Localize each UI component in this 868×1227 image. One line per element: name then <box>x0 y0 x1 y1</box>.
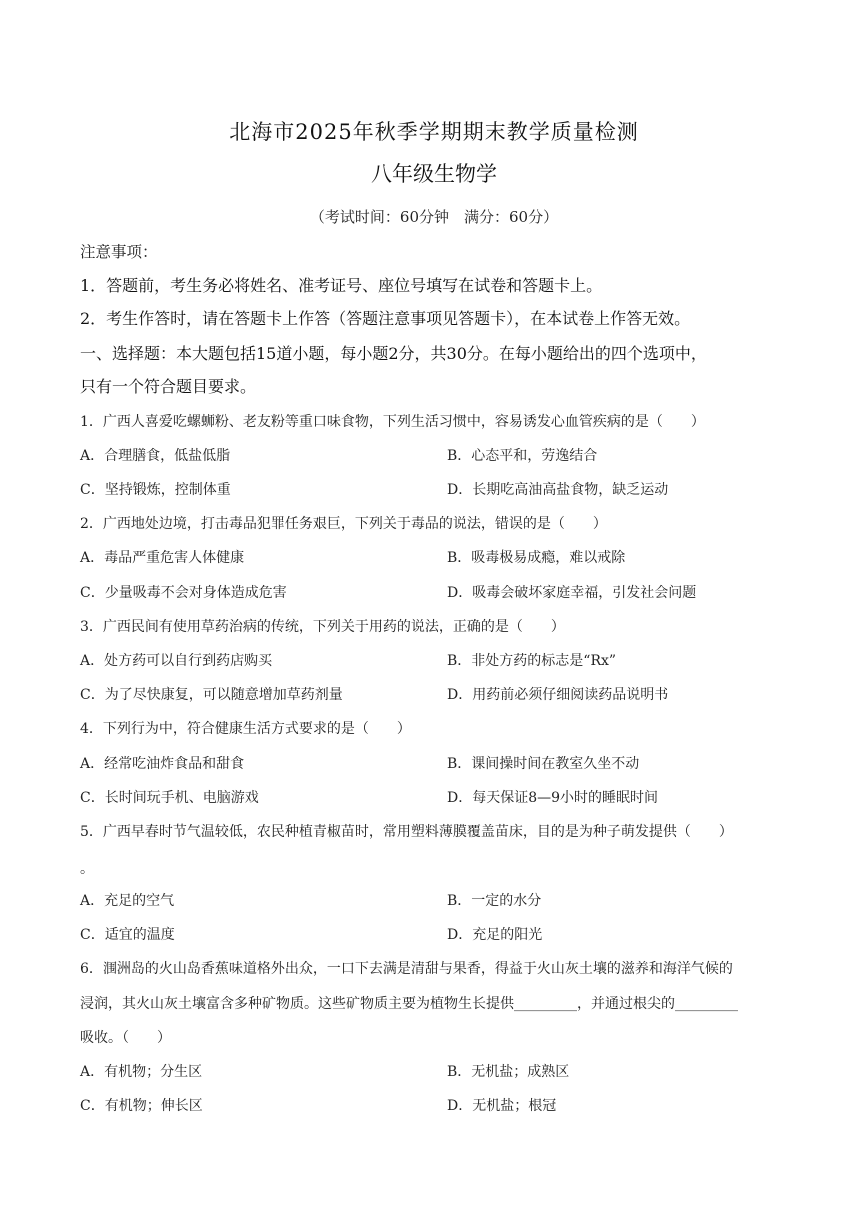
option-d[interactable]: D．每天保证8—9小时的睡眠时间 <box>447 790 659 806</box>
option-b[interactable]: B．课间操时间在教室久坐不动 <box>447 756 640 772</box>
notice-item: 2．考生作答时，请在答题卡上作答（答题注意事项见答题卡），在本试卷上作答无效。 <box>80 309 691 328</box>
question-stem: 2．广西地处边境，打击毒品犯罪任务艰巨，下列关于毒品的说法，错误的是（ ） <box>80 516 607 532</box>
option-a[interactable]: A．合理膳食，低盐低脂 <box>80 448 231 464</box>
option-b[interactable]: B．心态平和，劳逸结合 <box>447 448 598 464</box>
option-a[interactable]: A．经常吃油炸食品和甜食 <box>80 756 245 772</box>
question-stem: 6．涠洲岛的火山岛香蕉味道格外出众，一口下去满是清甜与果香，得益于火山灰土壤的滋养和海洋气候的 <box>80 961 733 977</box>
option-c[interactable]: C．坚持锻炼，控制体重 <box>80 482 231 498</box>
option-a[interactable]: A．充足的空气 <box>80 893 175 909</box>
option-a[interactable]: A．有机物；分生区 <box>80 1064 203 1080</box>
exam-title: 北海市2025年秋季学期期末教学质量检测 <box>229 120 639 144</box>
option-b[interactable]: B．一定的水分 <box>447 893 542 909</box>
option-b[interactable]: B．非处方药的标志是“Rx” <box>447 653 617 669</box>
exam-info: （考试时间：60分钟 满分：60分） <box>309 208 559 226</box>
option-d[interactable]: D．长期吃高油高盐食物，缺乏运动 <box>447 482 669 498</box>
notice-heading: 注意事项： <box>80 243 158 261</box>
question-stem: 3．广西民间有使用草药治病的传统，下列关于用药的说法，正确的是（ ） <box>80 619 565 635</box>
option-b[interactable]: B．吸毒极易成瘾，难以戒除 <box>447 550 626 566</box>
option-d[interactable]: D．充足的阳光 <box>447 927 543 943</box>
option-a[interactable]: A．毒品严重危害人体健康 <box>80 550 245 566</box>
option-c[interactable]: C．有机物；伸长区 <box>80 1098 203 1114</box>
section-instructions: 只有一个符合题目要求。 <box>80 377 257 396</box>
option-d[interactable]: D．用药前必须仔细阅读药品说明书 <box>447 687 669 703</box>
section-instructions: 一、选择题：本大题包括15道小题，每小题2分，共30分。在每小题给出的四个选项中， <box>80 344 707 363</box>
question-stem: 4．下列行为中，符合健康生活方式要求的是（ ） <box>80 721 411 737</box>
option-c[interactable]: C．为了尽快康复，可以随意增加草药剂量 <box>80 687 343 703</box>
notice-item: 1．答题前，考生务必将姓名、准考证号、座位号填写在试卷和答题卡上。 <box>80 276 603 295</box>
option-a[interactable]: A．处方药可以自行到药店购买 <box>80 653 273 669</box>
option-c[interactable]: C．长时间玩手机、电脑游戏 <box>80 790 259 806</box>
exam-subtitle: 八年级生物学 <box>371 162 497 186</box>
option-d[interactable]: D．无机盐；根冠 <box>447 1098 557 1114</box>
question-stem-continuation: 。 <box>80 861 94 877</box>
option-c[interactable]: C．适宜的温度 <box>80 927 175 943</box>
option-c[interactable]: C．少量吸毒不会对身体造成危害 <box>80 585 287 601</box>
question-stem: 5．广西早春时节气温较低，农民种植青椒苗时，常用塑料薄膜覆盖苗床，目的是为种子萌发提供（ ） <box>80 824 733 840</box>
question-stem: 1．广西人喜爱吃螺蛳粉、老友粉等重口味食物，下列生活习惯中，容易诱发心血管疾病的是（ ） <box>80 414 705 430</box>
option-b[interactable]: B．无机盐；成熟区 <box>447 1064 570 1080</box>
question-stem-continuation: 吸收。（ ） <box>80 1030 171 1046</box>
question-stem-continuation: 浸润，其火山灰土壤富含多种矿物质。这些矿物质主要为植物生长提供_________，并通过根尖的_________ <box>80 996 738 1012</box>
option-d[interactable]: D．吸毒会破坏家庭幸福，引发社会问题 <box>447 585 697 601</box>
